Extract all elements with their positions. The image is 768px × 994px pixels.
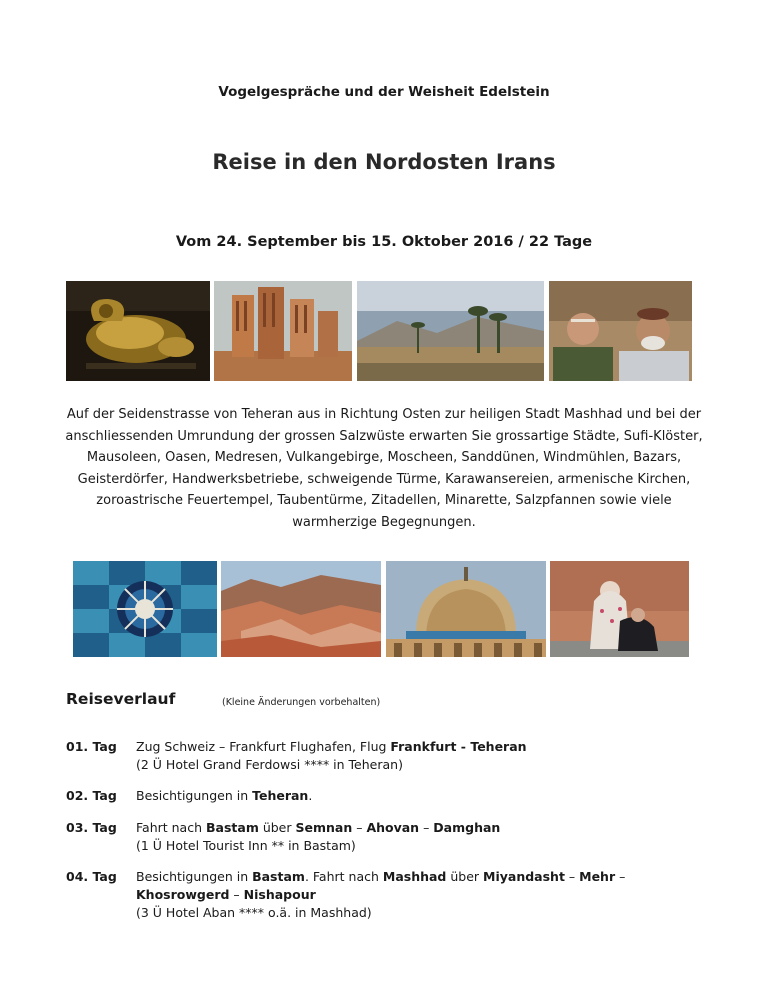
day-place: Khosrowgerd <box>136 887 230 902</box>
day-place: Frankfurt - Teheran <box>390 739 527 754</box>
day-place: Teheran <box>252 788 309 803</box>
day-place: Mashhad <box>382 869 447 884</box>
day-place: Damghan <box>433 820 501 835</box>
photo-windcatcher-towers <box>214 281 352 381</box>
day-text: – <box>352 820 367 835</box>
day-hotel: (3 Ü Hotel Aban **** o.ä. in Mashhad) <box>136 905 372 920</box>
day-place: Nishapour <box>243 887 316 902</box>
itinerary-day <box>66 819 706 859</box>
day-place: Mehr <box>579 869 616 884</box>
day-hotel: (1 Ü Hotel Tourist Inn ** in Bastam) <box>136 838 356 853</box>
travel-dates: Vom 24. September bis 15. Oktober 2016 / 22 Tage <box>175 234 593 250</box>
photo-women-with-child <box>550 561 689 657</box>
itinerary-note: (Kleine Änderungen vorbehalten) <box>222 697 381 708</box>
day-description <box>136 819 706 855</box>
day-line <box>136 819 706 837</box>
day-text: – <box>564 869 580 884</box>
day-text: – <box>419 820 434 835</box>
day-text: . <box>308 788 313 803</box>
photo-two-elderly-men <box>549 281 692 381</box>
photo-golden-ram-head <box>66 281 210 381</box>
day-place: Miyandasht <box>483 869 565 884</box>
day-number: 01. Tag <box>66 739 117 754</box>
day-text: Fahrt nach <box>136 820 206 835</box>
day-line <box>136 787 706 805</box>
supertitle: Vogelgespräche und der Weisheit Edelstein <box>218 84 550 100</box>
itinerary-day <box>66 738 706 778</box>
day-hotel: (2 Ü Hotel Grand Ferdowsi **** in Teheran) <box>136 757 403 772</box>
day-text: . Fahrt nach <box>304 869 383 884</box>
day-number: 04. Tag <box>66 869 117 884</box>
day-number: 02. Tag <box>66 788 117 803</box>
itinerary-day <box>66 868 706 926</box>
day-place: Bastam <box>252 869 305 884</box>
day-line <box>136 868 706 886</box>
day-text: – <box>615 869 626 884</box>
day-place: Semnan <box>295 820 353 835</box>
photo-desert-oasis <box>357 281 544 381</box>
day-place: Bastam <box>206 820 259 835</box>
day-description <box>136 738 706 774</box>
intro-paragraph: Auf der Seidenstrasse von Teheran aus in Richtung Osten zur heiligen Stadt Mashhad und bei der anschliessenden Umrundung der grossen Salzwüste erwarten Sie grossartige Städte, Sufi-Klöster, Mausoleen, Oasen, Medresen, Vulkangebirge, Moscheen, Sanddünen, Windmühlen, Bazars, Geisterdörfer, Handwerksbetriebe, schweigende Türme, Karawansereien, armenische Kirchen, zoroastrische Feuertempel, Taubentürme, Zitadellen, Minarette, Salzpfannen sowie viele warmherzige Begegnungen. <box>65 407 703 530</box>
photo-red-canyon <box>221 561 381 657</box>
day-text: – <box>229 887 244 902</box>
photo-tile-mosaic <box>73 561 217 657</box>
day-text: über <box>446 869 484 884</box>
photo-mosque-dome <box>386 561 546 657</box>
day-description <box>136 868 706 922</box>
itinerary-day <box>66 787 706 807</box>
page-title: Reise in den Nordosten Irans <box>212 150 556 174</box>
day-place: Ahovan <box>366 820 420 835</box>
itinerary-heading: Reiseverlauf <box>66 690 176 708</box>
day-text: Besichtigungen in <box>136 869 253 884</box>
day-line <box>136 886 706 904</box>
day-text: über <box>258 820 296 835</box>
day-text: Besichtigungen in <box>136 788 253 803</box>
day-text: Zug Schweiz – Frankfurt Flughafen, Flug <box>136 739 391 754</box>
day-number: 03. Tag <box>66 820 117 835</box>
day-line <box>136 738 706 756</box>
day-description <box>136 787 706 805</box>
